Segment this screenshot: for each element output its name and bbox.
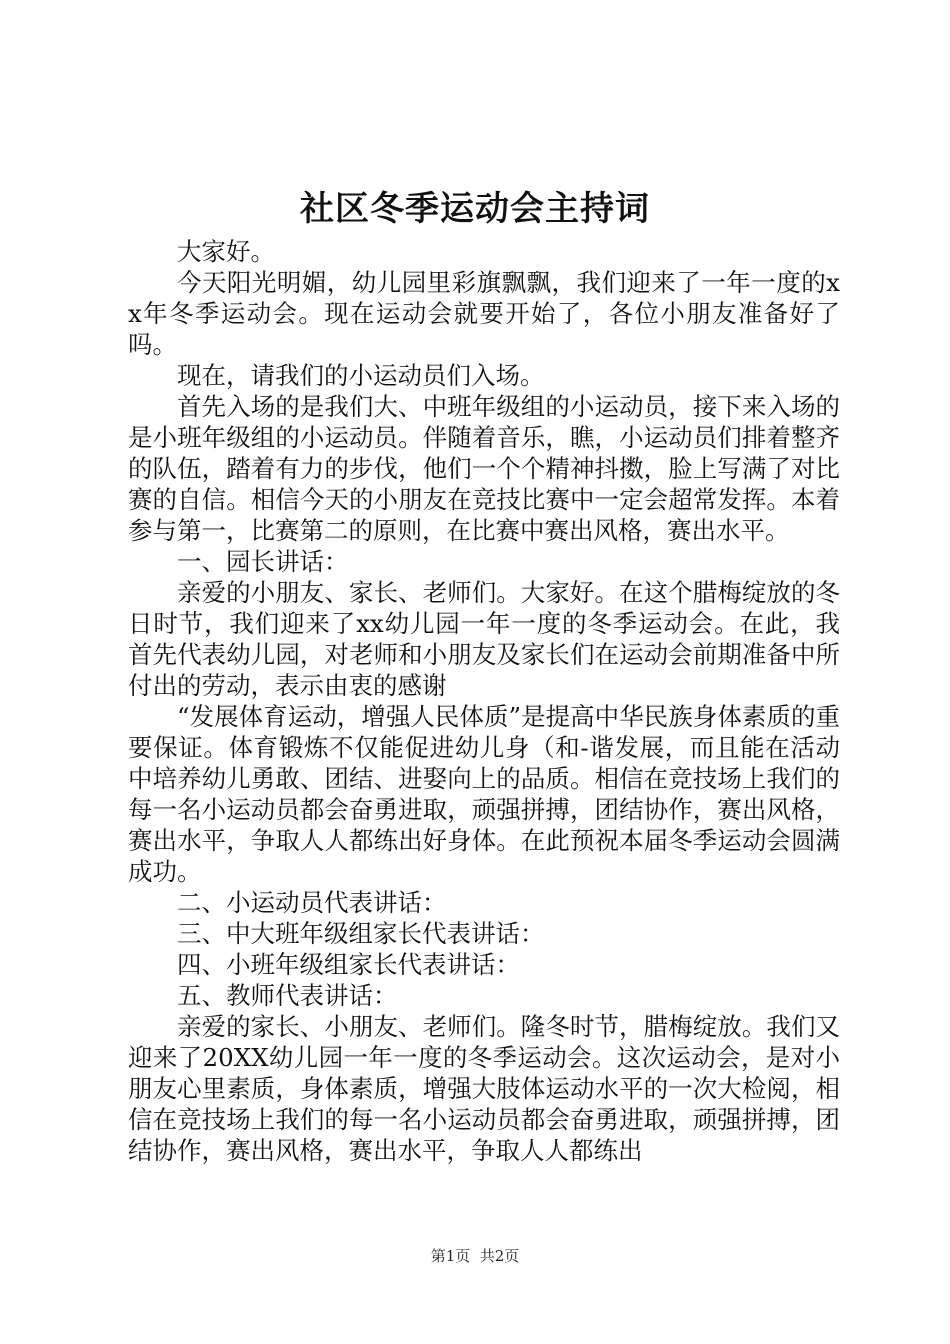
paragraph-sports-quote: “发展体育运动，增强人民体质”是提高中华民族身体素质的重要保证。体育锻炼不仅能促进幼儿身（和-谐发展，而且能在活动中培养幼儿勇敢、团结、进娶向上的品质。相信在竞技场上我们的每一名小运动员都会奋勇进取，顽强拼搏，团结协作，赛出风格，赛出水平，争取人人都练出好身体。在此预祝本届冬季运动会圆满成功。	[128, 702, 840, 886]
section-heading-principal: 一、园长讲话：	[177, 547, 349, 576]
paragraph-teacher-speech: 亲爱的家长、小朋友、老师们。隆冬时节，腊梅绽放。我们又迎来了20XX幼儿园一年一度的冬季运动会。这次运动会，是对小朋友心里素质，身体素质，增强大肢体运动水平的一次大检阅，相信在竞技场上我们的每一名小运动员都会奋勇进取，顽强拼搏，团结协作，赛出风格，赛出水平，争取人人都练出	[128, 1012, 840, 1165]
section-heading-junior-parents: 四、小班年级组家长代表讲话：	[177, 950, 520, 979]
paragraph-opening: 今天阳光明媚，幼儿园里彩旗飘飘，我们迎来了一年一度的xx年冬季运动会。现在运动会就要开始了，各位小朋友准备好了吗。	[128, 268, 840, 359]
paragraph-greeting: 大家好。	[177, 237, 275, 266]
page-footer	[0, 1246, 950, 1266]
document-title: 社区冬季运动会主持词	[300, 189, 650, 229]
section-heading-teacher: 五、教师代表讲话：	[177, 981, 398, 1010]
paragraph-principal-speech: 亲爱的小朋友、家长、老师们。大家好。在这个腊梅绽放的冬日时节，我们迎来了xx幼儿园一年一度的冬季运动会。在此，我首先代表幼儿园，对老师和小朋友及家长们在运动会前期准备中所付出的劳动，表示由衷的感谢	[128, 578, 840, 700]
section-heading-senior-parents: 三、中大班年级组家长代表讲话：	[177, 919, 545, 948]
page-number-label: 第1页 共2页	[430, 1247, 520, 1265]
paragraph-entrance: 首先入场的是我们大、中班年级组的小运动员，接下来入场的是小班年级组的小运动员。伴随着音乐，瞧，小运动员们排着整齐的队伍，踏着有力的步伐，他们一个个精神抖擞，脸上写满了对比赛的自信。相信今天的小朋友在竞技比赛中一定会超常发挥。本着参与第一，比赛第二的原则，在比赛中赛出风格，赛出水平。	[128, 392, 840, 545]
paragraph-entrance-call: 现在，请我们的小运动员们入场。	[177, 361, 545, 390]
section-heading-athlete: 二、小运动员代表讲话：	[177, 888, 447, 917]
document-body	[128, 236, 840, 1166]
